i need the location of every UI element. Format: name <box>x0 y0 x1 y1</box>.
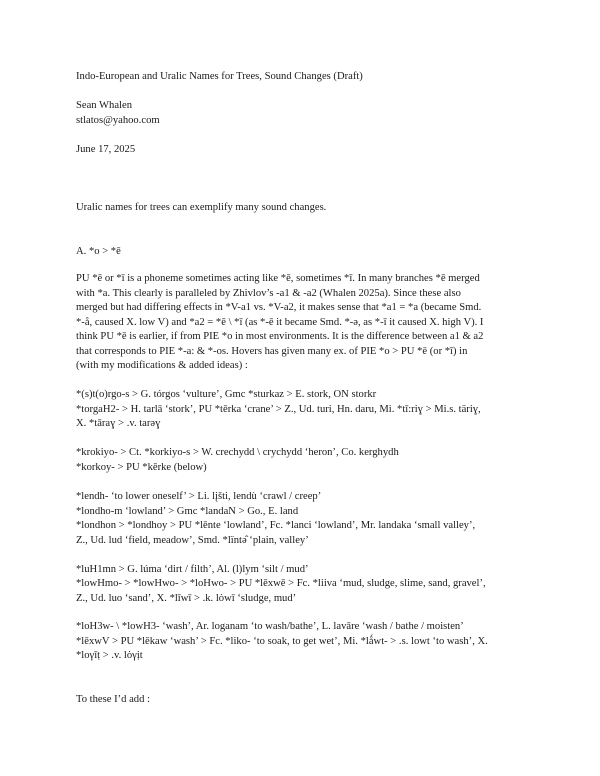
author-name: Sean Whalen <box>76 100 132 111</box>
example-line: *lēxwV > PU *lēkaw ‘wash’ > Fc. *liko- ‘to soak, to get wet’, Mi. *lǻwt- > .s. lowt ‘to wash’, X. <box>76 636 488 647</box>
section-heading-a: A. *o > *ē <box>76 246 121 257</box>
example-line: *krokiyo- > Ct. *korkiyo-s > W. crechydd \ crychydd ‘heron’, Co. kerghydh <box>76 447 399 458</box>
example-line: *luH1mn > G. lúma ‘dirt / filth’, Al. (l)lym ‘silt / mud’ <box>76 564 309 575</box>
example-line: *torgaH2- > H. tarlā ‘stork’, PU *tērka ‘crane’ > Z., Ud. turi, Hn. daru, Mi. *tī:riɣ > Mi.s. täriɣ, <box>76 404 481 415</box>
paragraph-line: with *a. This clearly is paralleled by Zhivlov’s -a1 & -a2 (Whalen 2025a). Since these also <box>76 288 461 299</box>
example-line: *(s)t(o)rgo-s > G. tórgos ‘vulture’, Gmc *sturkaz > E. stork, ON storkr <box>76 389 377 400</box>
paragraph-line: *-å, caused X. low V) and *a2 = *ē \ *ī (as *-ē it became Smd. *-ə, as *-ī it caused X. high V). I <box>76 317 484 328</box>
author-email: stlatos@yahoo.com <box>76 115 160 126</box>
example-line: *loH3w- \ *lowH3- ‘wash’, Ar. loganam ‘to wash/bathe’, L. lavāre ‘wash / bathe / moisten’ <box>76 621 464 632</box>
paragraph-line: PU *ē or *ī is a phoneme sometimes acting like *ē, sometimes *ī. In many branches *ē merged <box>76 273 480 284</box>
example-line: X. *tāraɣ > .v. tarəɣ <box>76 418 161 429</box>
closing-line: To these I’d add : <box>76 694 150 705</box>
paragraph-line: that corresponds to PIE *-a: & *-os. Hovers has given many ex. of PIE *o > PU *ē (or *ī) in <box>76 346 468 357</box>
example-line: *lowHmo- > *lowHwo- > *loHwo- > PU *lēxwē > Fc. *liiva ‘mud, sludge, slime, sand, gravel’, <box>76 578 486 589</box>
doc-title: Indo-European and Uralic Names for Trees, Sound Changes (Draft) <box>76 71 363 82</box>
intro-paragraph: Uralic names for trees can exemplify many sound changes. <box>76 202 327 213</box>
paragraph-line: merged but had differing effects in *V-a1 vs. *V-a2, it makes sense that *a1 = *a (became Smd. <box>76 302 482 313</box>
example-line: *loγīṭ > .v. lȯγịt <box>76 650 143 661</box>
doc-date: June 17, 2025 <box>76 144 136 155</box>
paragraph-line: (with my modifications & added ideas) : <box>76 360 248 371</box>
example-line: Z., Ud. lud ‘field, meadow’, Smd. *lïntə̂ ‘plain, valley’ <box>76 535 309 546</box>
paragraph-line: think PU *ē is earlier, if from PIE *o in most environments. It is the difference between a1 & a2 <box>76 331 484 342</box>
example-line: *londho-m ‘lowland’ > Gmc *landaN > Go., E. land <box>76 506 299 517</box>
example-line: *londhon > *londhoy > PU *lēnte ‘lowland’, Fc. *lanci ‘lowland’, Mr. landaka ‘small valley’, <box>76 520 476 531</box>
example-line: *lendh- ‘to lower oneself’ > Li. lįšti, lendù ‘crawl / creep’ <box>76 491 322 502</box>
example-line: Z., Ud. luo ‘sand’, X. *līwī > .k. lȯwī ‘sludge, mud’ <box>76 593 297 604</box>
example-line: *korkoy- > PU *kērke (below) <box>76 462 207 473</box>
